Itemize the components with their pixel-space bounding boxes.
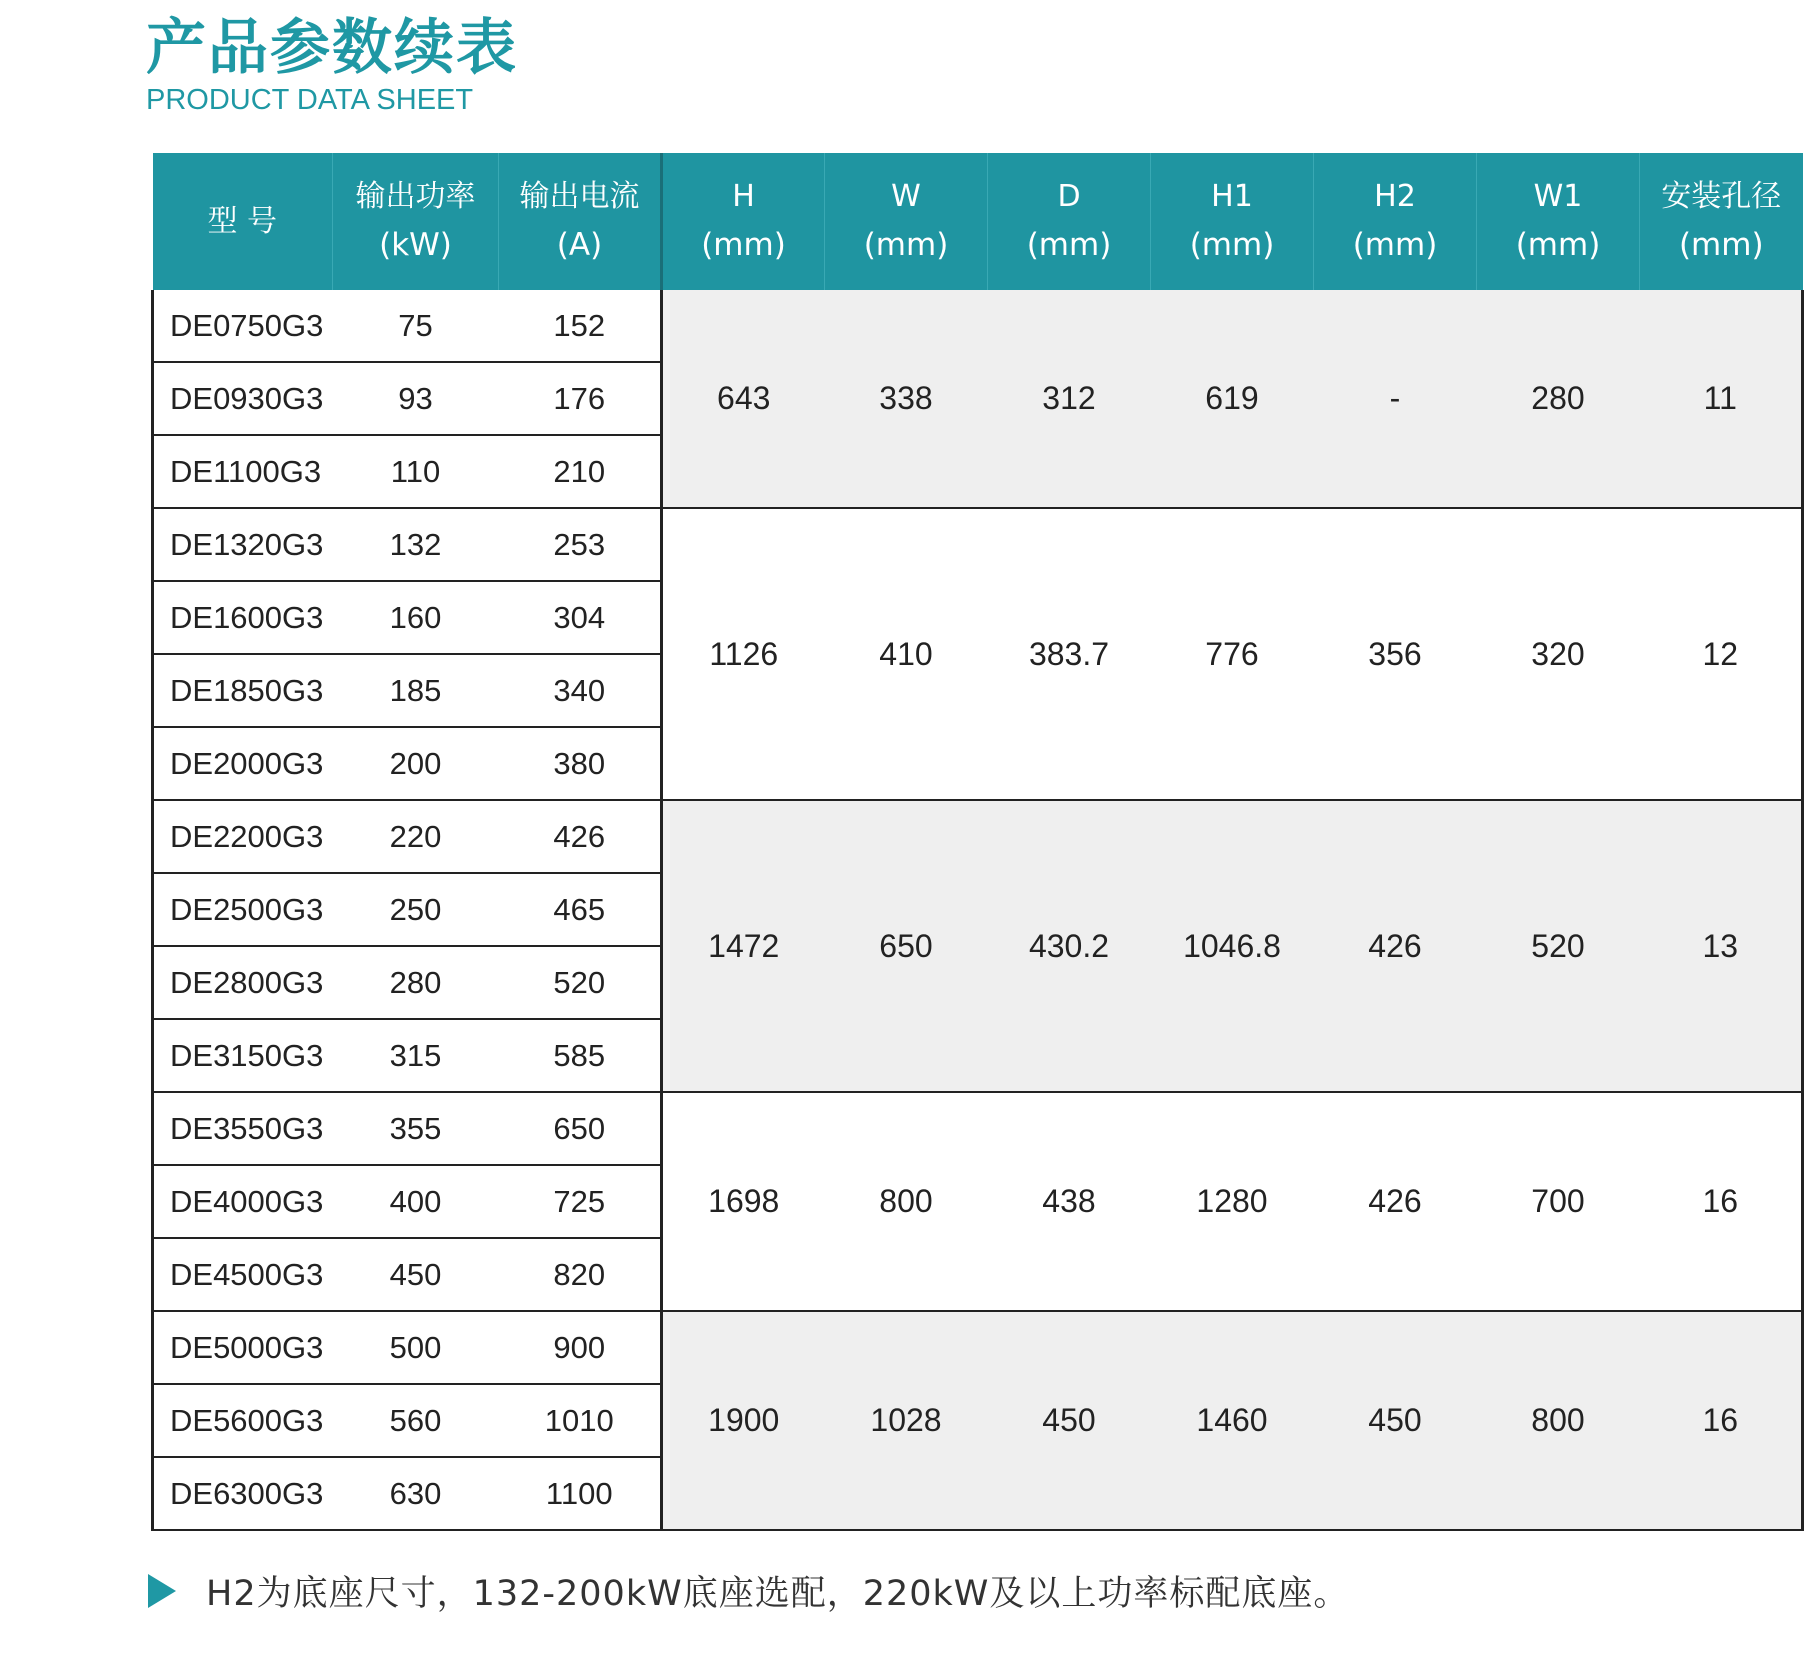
dim-cell-h: 1698: [662, 1092, 825, 1311]
dim-cell-h2: 450: [1314, 1311, 1477, 1530]
power-cell: 500: [333, 1311, 499, 1384]
power-cell: 220: [333, 800, 499, 873]
model-cell: DE1600G3: [153, 581, 333, 654]
model-cell: DE3550G3: [153, 1092, 333, 1165]
column-header-label: H1: [1211, 178, 1253, 214]
power-cell: 355: [333, 1092, 499, 1165]
current-cell: 340: [499, 654, 662, 727]
column-header-label: 输出功率: [355, 178, 476, 214]
column-header: [1640, 153, 1803, 290]
dim-cell-w1: 280: [1477, 290, 1640, 508]
table-row: [153, 290, 1803, 362]
current-cell: 1010: [499, 1384, 662, 1457]
model-cell: DE1850G3: [153, 654, 333, 727]
power-cell: 315: [333, 1019, 499, 1092]
column-header-label: W: [891, 178, 921, 214]
model-cell: DE3150G3: [153, 1019, 333, 1092]
table-row: [153, 508, 1803, 581]
column-header: [1151, 153, 1314, 290]
column-header-unit: (A): [556, 226, 603, 263]
current-cell: 152: [499, 290, 662, 362]
dim-cell-w: 800: [825, 1092, 988, 1311]
column-header-label: H: [732, 178, 755, 214]
dim-cell-h2: 356: [1314, 508, 1477, 800]
dim-cell-w1: 800: [1477, 1311, 1640, 1530]
dim-cell-h1: 776: [1151, 508, 1314, 800]
power-cell: 75: [333, 290, 499, 362]
current-cell: 725: [499, 1165, 662, 1238]
table-body: [153, 290, 1803, 1530]
column-header-label: 输出电流: [519, 178, 640, 214]
dim-cell-w: 650: [825, 800, 988, 1092]
power-cell: 400: [333, 1165, 499, 1238]
column-header-unit: (mm): [1678, 226, 1764, 263]
column-header-label: H2: [1374, 178, 1416, 214]
dim-cell-h1: 1280: [1151, 1092, 1314, 1311]
model-cell: DE1100G3: [153, 435, 333, 508]
footnote-text: H2为底座尺寸，132-200kW底座选配，220kW及以上功率标配底座。: [206, 1574, 1350, 1614]
dim-cell-hole-diameter: 13: [1640, 800, 1803, 1092]
dim-cell-h2: -: [1314, 290, 1477, 508]
product-data-table-container: [151, 153, 1801, 1531]
column-header-unit: (mm): [863, 226, 949, 263]
triangle-bullet-icon: [148, 1574, 176, 1608]
model-cell: DE5600G3: [153, 1384, 333, 1457]
current-cell: 253: [499, 508, 662, 581]
power-cell: 160: [333, 581, 499, 654]
power-cell: 110: [333, 435, 499, 508]
model-cell: DE2200G3: [153, 800, 333, 873]
current-cell: 210: [499, 435, 662, 508]
dim-cell-hole-diameter: 16: [1640, 1092, 1803, 1311]
dim-cell-d: 383.7: [988, 508, 1151, 800]
column-header-label: D: [1057, 178, 1081, 214]
model-cell: DE6300G3: [153, 1457, 333, 1530]
model-cell: DE2800G3: [153, 946, 333, 1019]
power-cell: 280: [333, 946, 499, 1019]
page-title: 产品参数续表: [146, 13, 518, 83]
power-cell: 450: [333, 1238, 499, 1311]
column-header: [153, 153, 333, 290]
model-cell: DE1320G3: [153, 508, 333, 581]
product-data-table: [151, 153, 1804, 1531]
column-header: [988, 153, 1151, 290]
dim-cell-w: 410: [825, 508, 988, 800]
power-cell: 560: [333, 1384, 499, 1457]
column-header-unit: (mm): [701, 226, 786, 263]
dim-cell-d: 312: [988, 290, 1151, 508]
current-cell: 304: [499, 581, 662, 654]
power-cell: 250: [333, 873, 499, 946]
current-cell: 585: [499, 1019, 662, 1092]
column-header-unit: (mm): [1189, 226, 1275, 263]
dim-cell-hole-diameter: 11: [1640, 290, 1803, 508]
model-cell: DE5000G3: [153, 1311, 333, 1384]
column-header-unit: (mm): [1515, 226, 1601, 263]
dim-cell-w1: 520: [1477, 800, 1640, 1092]
table-row: [153, 800, 1803, 873]
current-cell: 465: [499, 873, 662, 946]
column-header: [1314, 153, 1477, 290]
current-cell: 176: [499, 362, 662, 435]
dim-cell-hole-diameter: 16: [1640, 1311, 1803, 1530]
current-cell: 650: [499, 1092, 662, 1165]
page-subtitle: PRODUCT DATA SHEET: [146, 84, 474, 116]
column-header: [825, 153, 988, 290]
table-row: [153, 1311, 1803, 1384]
column-header: [1477, 153, 1640, 290]
model-cell: DE2500G3: [153, 873, 333, 946]
model-cell: DE4500G3: [153, 1238, 333, 1311]
current-cell: 380: [499, 727, 662, 800]
current-cell: 900: [499, 1311, 662, 1384]
power-cell: 132: [333, 508, 499, 581]
dim-cell-d: 450: [988, 1311, 1151, 1530]
dim-cell-h1: 1046.8: [1151, 800, 1314, 1092]
dim-cell-h1: 619: [1151, 290, 1314, 508]
dim-cell-w: 338: [825, 290, 988, 508]
dim-cell-w1: 700: [1477, 1092, 1640, 1311]
footnote: [148, 1566, 1349, 1616]
table-row: [153, 1092, 1803, 1165]
dim-cell-d: 438: [988, 1092, 1151, 1311]
model-cell: DE0930G3: [153, 362, 333, 435]
current-cell: 1100: [499, 1457, 662, 1530]
header-row: [153, 153, 1803, 290]
column-header-label: W1: [1533, 178, 1583, 214]
column-header-label: 安装孔径: [1661, 178, 1782, 214]
dim-cell-w: 1028: [825, 1311, 988, 1530]
page-header: [146, 13, 518, 116]
dim-cell-h1: 1460: [1151, 1311, 1314, 1530]
column-header-unit: (mm): [1026, 226, 1112, 263]
column-header: [662, 153, 825, 290]
table-header: [153, 153, 1803, 290]
dim-cell-hole-diameter: 12: [1640, 508, 1803, 800]
current-cell: 520: [499, 946, 662, 1019]
model-cell: DE4000G3: [153, 1165, 333, 1238]
dim-cell-h: 1126: [662, 508, 825, 800]
column-header-unit: (kW): [379, 226, 452, 263]
power-cell: 93: [333, 362, 499, 435]
dim-cell-h2: 426: [1314, 800, 1477, 1092]
column-header: [499, 153, 662, 290]
model-cell: DE0750G3: [153, 290, 333, 362]
dim-cell-h2: 426: [1314, 1092, 1477, 1311]
dim-cell-w1: 320: [1477, 508, 1640, 800]
dim-cell-h: 1900: [662, 1311, 825, 1530]
dim-cell-d: 430.2: [988, 800, 1151, 1092]
column-header-label: 型 号: [207, 203, 278, 239]
column-header-unit: (mm): [1352, 226, 1438, 263]
current-cell: 426: [499, 800, 662, 873]
dim-cell-h: 1472: [662, 800, 825, 1092]
dim-cell-h: 643: [662, 290, 825, 508]
column-header: [333, 153, 499, 290]
current-cell: 820: [499, 1238, 662, 1311]
power-cell: 200: [333, 727, 499, 800]
power-cell: 185: [333, 654, 499, 727]
power-cell: 630: [333, 1457, 499, 1530]
model-cell: DE2000G3: [153, 727, 333, 800]
